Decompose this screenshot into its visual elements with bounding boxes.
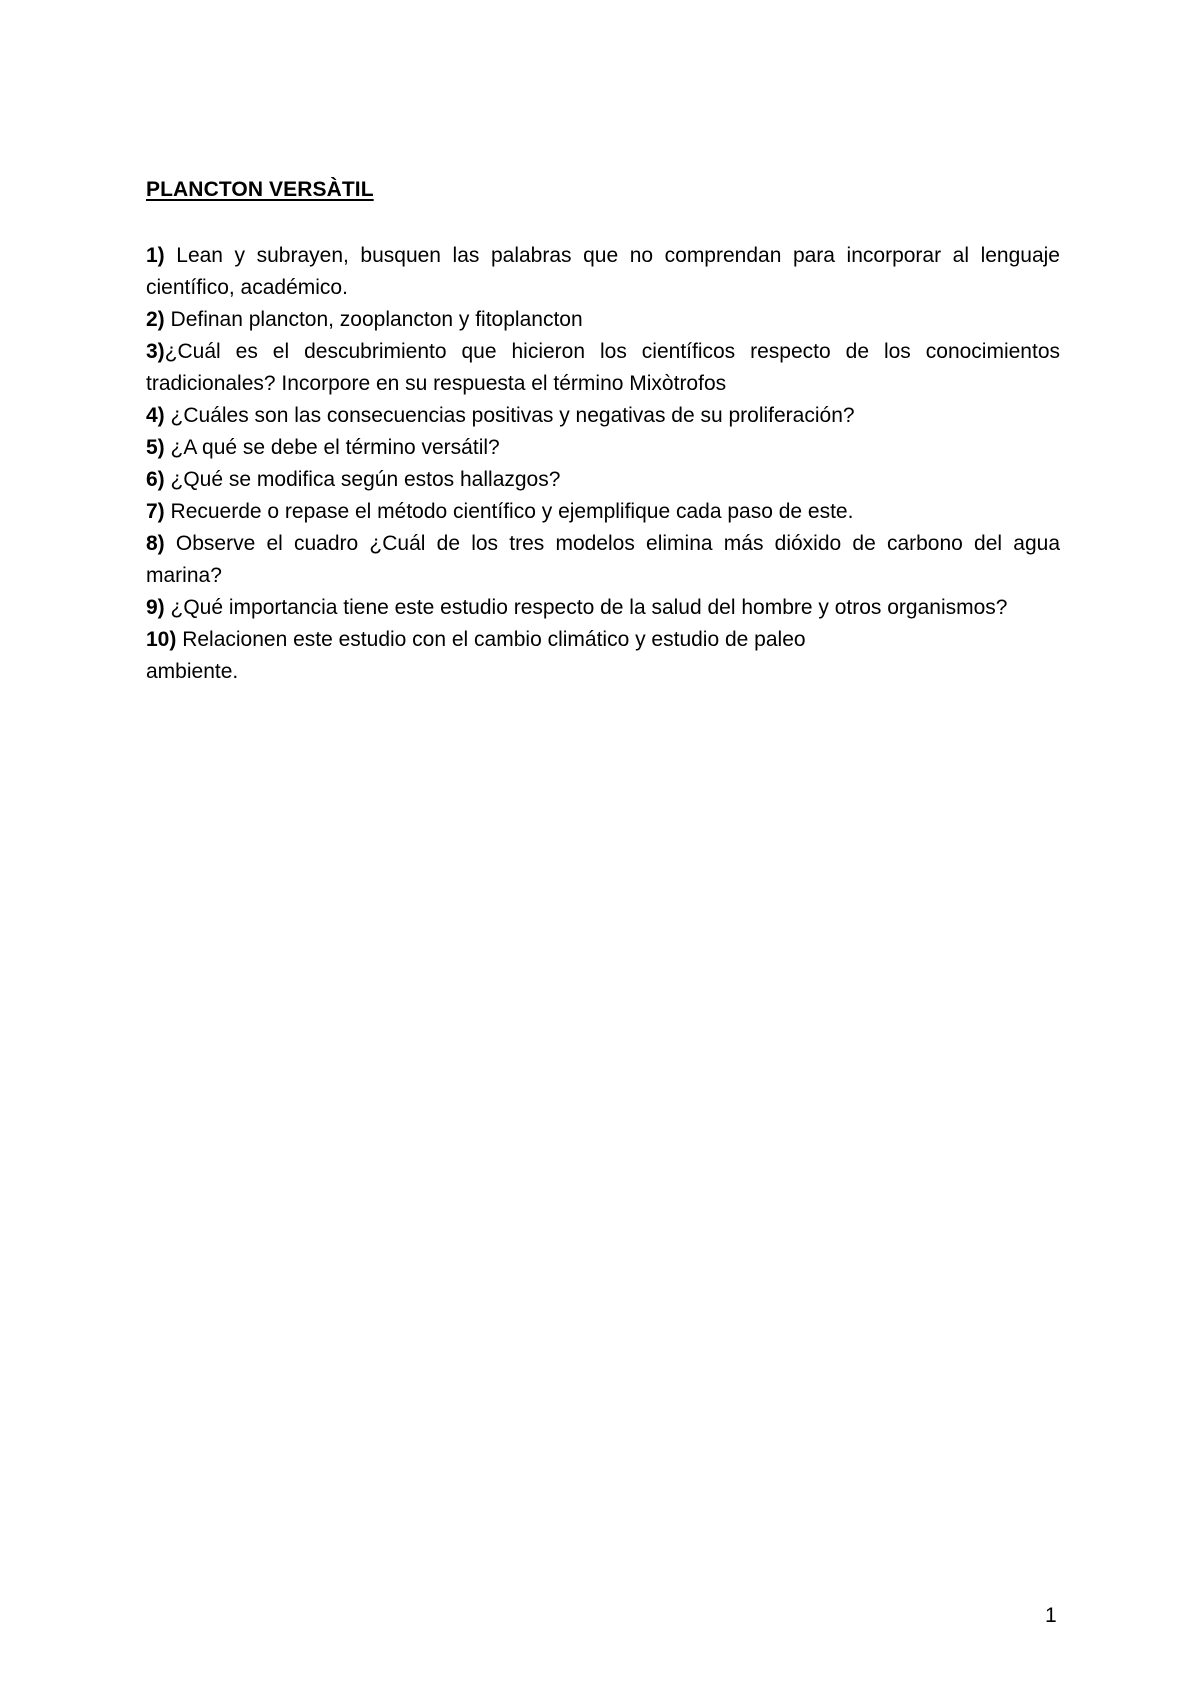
- document-title: PLANCTON VERSÀTIL: [146, 178, 374, 201]
- question-text: ¿A qué se debe el término versátil?: [164, 436, 500, 459]
- question-text: Definan plancton, zooplancton y fitoplancton: [164, 308, 583, 331]
- question-text: Lean y subrayen, busquen las palabras que no comprendan para incorporar al lenguaje científico, académico.: [146, 244, 1060, 299]
- question-number: 1): [146, 244, 165, 267]
- question-text: Recuerde o repase el método científico y ejemplifique cada paso de este.: [164, 500, 854, 523]
- question-number: 3): [146, 340, 165, 363]
- question-list: [146, 240, 1060, 688]
- question-text: Observe el cuadro ¿Cuál de los tres modelos elimina más dióxido de carbono del agua marina?: [146, 532, 1060, 587]
- question-number: 2): [146, 308, 165, 331]
- question-text: ¿Cuál es el descubrimiento que hicieron los científicos respecto de los conocimientos tradicionales? Incorpore en su respuesta el término Mixòtrofos: [146, 340, 1060, 395]
- question-item-10: [146, 624, 1060, 688]
- question-text: ¿Qué se modifica según estos hallazgos?: [164, 468, 561, 491]
- question-number: 8): [146, 532, 165, 555]
- question-item-1: [146, 240, 1060, 304]
- question-item-3: [146, 336, 1060, 400]
- question-number: 5): [146, 436, 165, 459]
- question-item-5: [146, 432, 1060, 464]
- question-text-continued: ambiente.: [146, 660, 239, 683]
- question-number: 4): [146, 404, 165, 427]
- page-number: 1: [1045, 1604, 1057, 1627]
- question-item-7: [146, 496, 1060, 528]
- question-item-8: [146, 528, 1060, 592]
- question-item-6: [146, 464, 1060, 496]
- question-text: Relacionen este estudio con el cambio climático y estudio de paleo: [176, 628, 806, 651]
- question-number: 10): [146, 628, 177, 651]
- question-text: ¿Qué importancia tiene este estudio respecto de la salud del hombre y otros organismos?: [164, 596, 1008, 619]
- question-number: 9): [146, 596, 165, 619]
- question-number: 7): [146, 500, 165, 523]
- question-item-2: [146, 304, 1060, 336]
- question-item-4: [146, 400, 1060, 432]
- question-number: 6): [146, 468, 165, 491]
- question-text: ¿Cuáles son las consecuencias positivas y negativas de su proliferación?: [164, 404, 855, 427]
- question-item-9: [146, 592, 1060, 624]
